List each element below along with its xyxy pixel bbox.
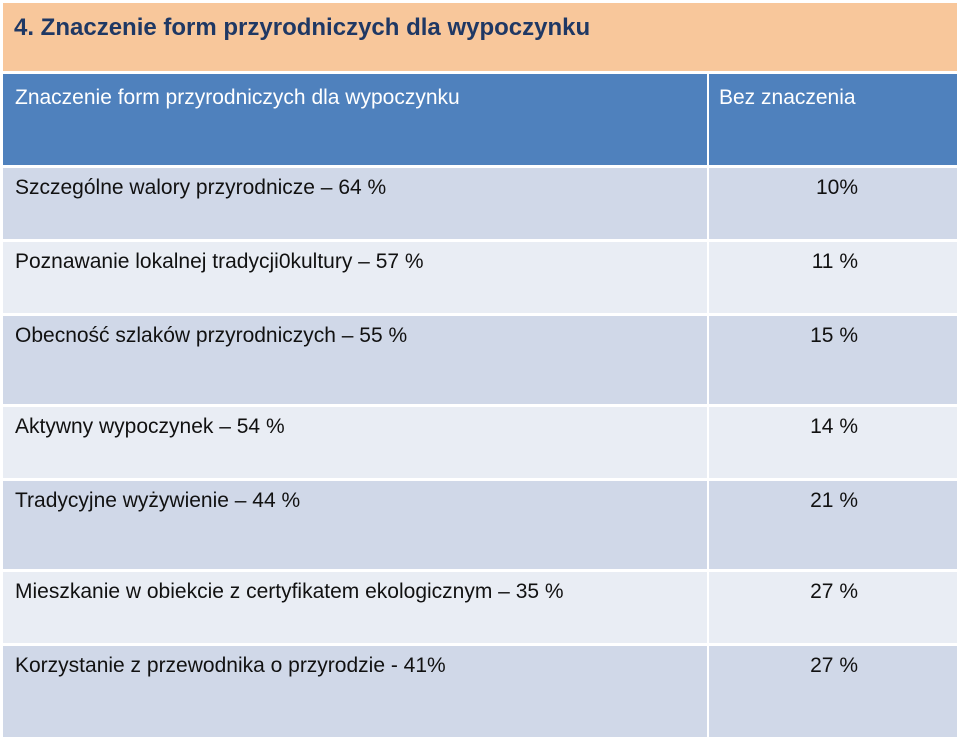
row-label-cell — [3, 316, 707, 404]
row-value-cell — [709, 481, 957, 569]
table-row — [3, 572, 957, 643]
row-value: 15 % — [810, 324, 858, 347]
table-row — [3, 316, 957, 404]
row-value: 11 % — [811, 250, 858, 273]
row-label-cell — [3, 481, 707, 569]
table-row — [3, 646, 957, 737]
table-row — [3, 242, 957, 313]
row-label: Aktywny wypoczynek – 54 % — [15, 415, 285, 438]
row-label: Tradycyjne wyżywienie – 44 % — [15, 489, 301, 512]
row-value-cell — [709, 316, 957, 404]
row-label: Szczególne walory przyrodnicze – 64 % — [15, 176, 387, 199]
row-label: Korzystanie z przewodnika o przyrodzie - 41% — [15, 654, 446, 677]
table-header-row — [3, 74, 957, 165]
header-cell-no-significance — [709, 74, 957, 165]
title-bar — [3, 3, 957, 71]
row-label-cell — [3, 646, 707, 737]
row-label: Obecność szlaków przyrodniczych – 55 % — [15, 324, 408, 347]
table-row — [3, 168, 957, 239]
slide-title: 4. Znaczenie form przyrodniczych dla wypoczynku — [14, 14, 591, 41]
row-value: 21 % — [810, 489, 858, 512]
row-label: Poznawanie lokalnej tradycji0kultury – 57 % — [15, 250, 424, 273]
row-label: Mieszkanie w obiekcie z certyfikatem ekologicznym – 35 % — [15, 580, 564, 603]
row-label-cell — [3, 168, 707, 239]
row-value-cell — [709, 572, 957, 643]
table-row — [3, 407, 957, 478]
row-value: 10% — [815, 176, 858, 199]
row-value-cell — [709, 646, 957, 737]
row-value: 27 % — [810, 580, 858, 603]
row-value-cell — [709, 168, 957, 239]
row-value-cell — [709, 242, 957, 313]
row-label-cell — [3, 572, 707, 643]
row-value-cell — [709, 407, 957, 478]
header-label-no-significance: Bez znaczenia — [719, 86, 856, 109]
row-label-cell — [3, 407, 707, 478]
table-row — [3, 481, 957, 569]
header-label-category: Znaczenie form przyrodniczych dla wypoczynku — [15, 86, 460, 109]
row-value: 14 % — [810, 415, 858, 438]
row-label-cell — [3, 242, 707, 313]
row-value: 27 % — [810, 654, 858, 677]
header-cell-category — [3, 74, 707, 165]
